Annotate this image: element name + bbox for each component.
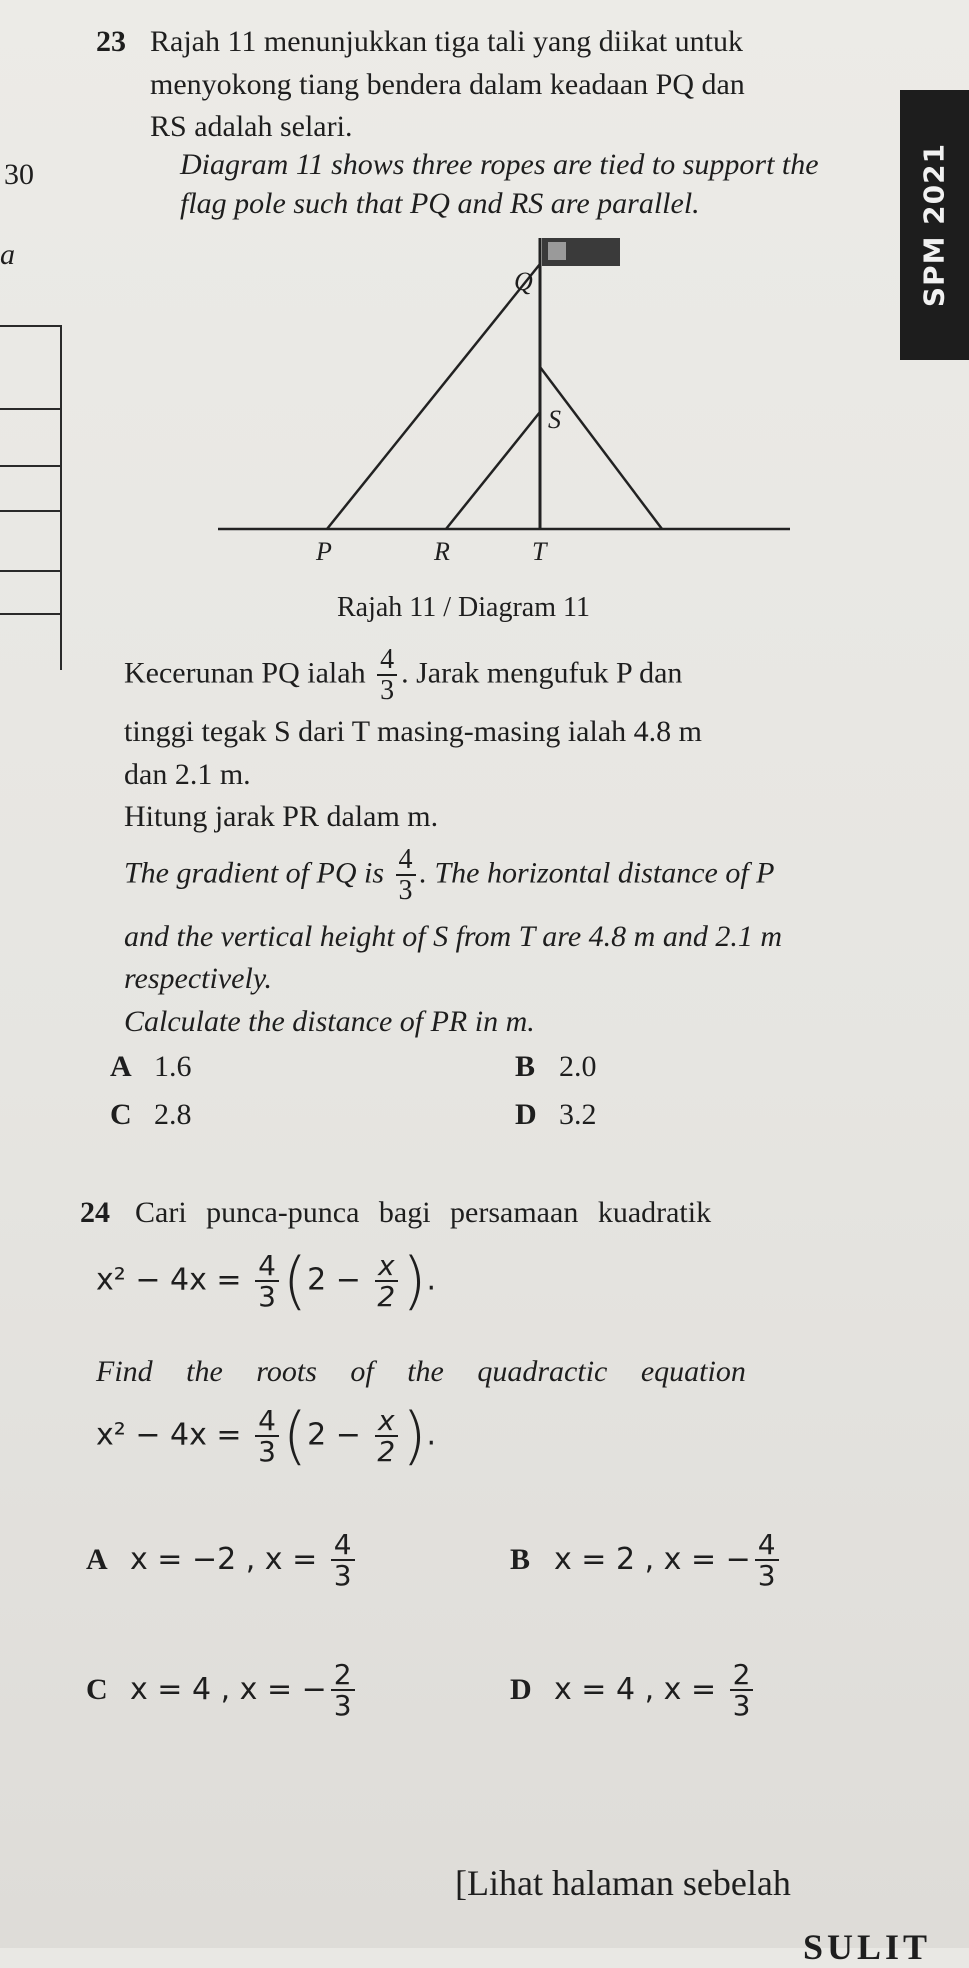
question-23-number: 23 [96,25,126,58]
q23-option-a[interactable]: A 1.6 [110,1050,192,1083]
q24-equation-malay: x² − 4x = $\frac{4}{3}$ (2 − $\frac{x}{2}$ ). [96,1244,436,1317]
gradient-fraction: $\frac{4}{3}$ [377,645,397,706]
q23-option-c[interactable]: C 2.8 [110,1098,192,1131]
gradient-malay-pre: Kecerunan PQ ialah [124,656,366,690]
diagram-11 [0,0,969,640]
q24-option-d[interactable]: D x = 4 , x = $\frac{2}{3}$ [510,1660,757,1721]
margin-letter: a [0,238,15,271]
label-r: R [434,537,450,566]
margin-number: 30 [4,158,34,191]
q23-option-d[interactable]: D 3.2 [515,1098,597,1131]
spm-year-label: SPM 2021 [917,142,951,308]
q23-malay-line-6: Hitung jarak PR dalam m. [124,800,439,833]
question-24-number: 24 [80,1196,110,1229]
q23-malay-line-4: tinggi tegak S dari T masing-masing ialah 4.8 m [124,715,702,748]
rope-right [540,367,662,529]
gradient-english-pre: The gradient of PQ is [124,856,384,890]
label-q: Q [514,267,533,296]
q23-english-line-4: respectively. [124,962,272,995]
q23-malay-line-5: dan 2.1 m. [124,758,251,791]
q23-malay-gradient [124,645,682,706]
label-t: T [532,537,547,566]
q24-malay: Cari punca-punca bagi persamaan kuadratik [135,1196,712,1229]
flag-highlight [548,242,566,260]
q23-english-line-5: Calculate the distance of PR in m. [124,1005,535,1038]
q23-option-b[interactable]: B 2.0 [515,1050,597,1083]
q23-english-line-2: flag pole such that PQ and RS are parallel. [180,187,700,220]
q24-option-c[interactable]: C x = 4 , x = − $\frac{2}{3}$ [86,1660,359,1721]
diagram-caption: Rajah 11 / Diagram 11 [337,592,590,623]
label-s: S [548,405,561,434]
sulit-label: SULIT [803,1927,932,1967]
gradient-fraction-en: $\frac{4}{3}$ [396,845,416,906]
q24-equation-english: x² − 4x = $\frac{4}{3}$ (2 − $\frac{x}{2}$ ). [96,1399,436,1472]
gradient-malay-post: . Jarak mengufuk P dan [401,656,683,690]
label-p: P [316,537,332,566]
q23-malay-line-2: menyokong tiang bendera dalam keadaan PQ dan [150,68,745,101]
q23-english-line-1: Diagram 11 shows three ropes are tied to support the [180,148,819,181]
q24-option-a[interactable]: A x = −2 , x = $\frac{4}{3}$ [86,1530,359,1591]
q23-english-line-3: and the vertical height of S from T are 4.8 m and 2.1 m [124,920,783,953]
rope-pq [327,264,540,529]
next-page-note: [Lihat halaman sebelah [455,1863,791,1903]
q23-malay-line-1: Rajah 11 menunjukkan tiga tali yang diikat untuk [150,25,743,58]
q24-option-b[interactable]: B x = 2 , x = − $\frac{4}{3}$ [510,1530,783,1591]
q24-english: Find the roots of the quadractic equation [96,1355,746,1388]
q23-english-gradient [124,845,775,906]
gradient-english-post: . The horizontal distance of P [419,856,775,890]
rope-rs [446,412,540,529]
q23-malay-line-3: RS adalah selari. [150,110,353,143]
